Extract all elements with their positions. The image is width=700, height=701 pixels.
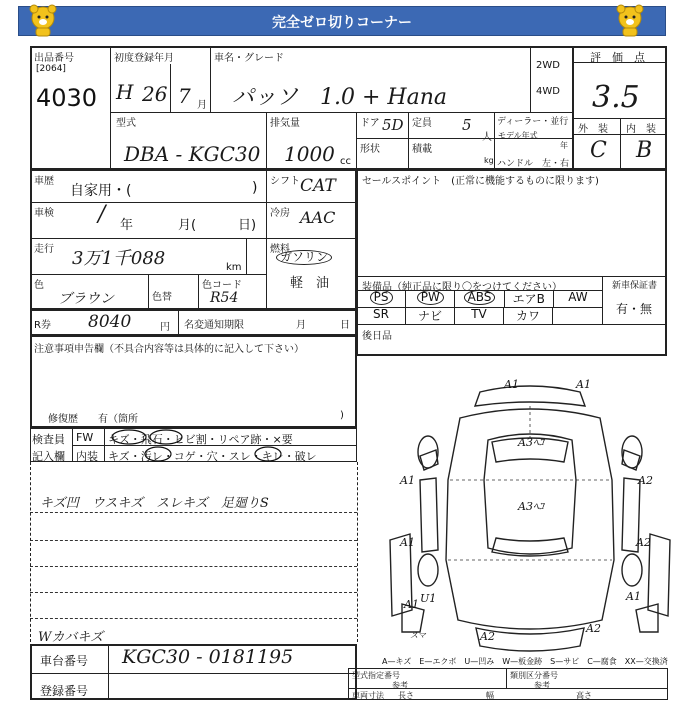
- bear-mascot-right-icon: [615, 3, 645, 37]
- footer-f3a: 参考: [392, 681, 408, 690]
- svg-text:A2: A2: [636, 536, 651, 549]
- first-reg-month: 7: [178, 84, 191, 108]
- warranty-label: 新車保証書: [612, 281, 658, 291]
- drive-2wd: 2WD: [536, 60, 560, 71]
- door-label: ドア: [360, 118, 380, 129]
- mileage-unit: km: [226, 262, 242, 273]
- first-reg-month-unit: 月: [197, 100, 207, 111]
- grade-int: B: [636, 138, 653, 163]
- equip-leather: カワ: [504, 307, 553, 324]
- bear-mascot-left-icon: [28, 3, 58, 37]
- notes-repair: 修復歴 有（箇所: [48, 414, 138, 425]
- color-label: 色: [34, 280, 44, 291]
- first-reg-year: 26: [142, 82, 168, 106]
- svg-text:A2: A2: [480, 630, 495, 643]
- remarks-int: 内装: [76, 450, 98, 463]
- svg-text:A1: A1: [404, 598, 419, 611]
- svg-text:A1: A1: [626, 590, 641, 603]
- color-code: R54: [210, 290, 239, 306]
- inspector-fw: FW: [76, 431, 94, 444]
- inspector-items: キズ・飛石・ヒビ割・リペア跡・×要: [108, 433, 293, 446]
- lot-label: 出品番号: [34, 53, 74, 64]
- chassis-value: KGC30 - 0181195: [122, 646, 294, 668]
- footer-f7: 高さ: [576, 691, 592, 700]
- name-change-month: 月: [296, 320, 306, 331]
- footer-f1: 型式指定番号: [352, 671, 400, 680]
- remarks-label: 記入欄: [32, 450, 65, 463]
- warranty-value: 有・無: [616, 302, 653, 316]
- sales-point-label: セールスポイント (正常に機能するものに限ります): [362, 176, 599, 187]
- equip-navi: ナビ: [406, 307, 455, 324]
- shape-label: 形状: [360, 144, 380, 155]
- equipment-row1: [357, 290, 602, 307]
- shift-label: シフト: [270, 176, 300, 187]
- ac-value: AAC: [300, 208, 336, 227]
- recycle-label: R券: [34, 320, 51, 331]
- dealer-label: ディーラー・並行: [497, 117, 569, 127]
- svg-text:A1: A1: [400, 536, 415, 549]
- load-label: 積載: [412, 144, 432, 155]
- usage-value: 自家用・(: [70, 183, 132, 199]
- grade-ext-label: 外 装: [578, 124, 608, 135]
- color-change-label: 色替: [152, 292, 172, 303]
- load-unit: kg: [484, 156, 494, 165]
- name-change-label: 名変通知期限: [184, 320, 244, 331]
- fuel-label: 燃料: [270, 244, 290, 255]
- handwritten-line2: Wカバキズ: [38, 630, 104, 645]
- inspection-day: 日): [238, 218, 257, 233]
- mileage-label: 走行: [34, 244, 54, 255]
- capacity-value: 5: [462, 116, 472, 134]
- displacement-unit: cc: [340, 156, 351, 167]
- shift-value: CAT: [300, 176, 336, 196]
- inspection-label: 車検: [34, 208, 54, 219]
- svg-text:U1: U1: [420, 592, 437, 605]
- lot-number: 4030: [36, 84, 98, 112]
- fuel-value: [276, 250, 332, 265]
- equip-airbag: エアB: [505, 290, 554, 307]
- notes-close: ): [340, 410, 344, 421]
- name-change-day: 日: [340, 320, 350, 331]
- chassis-label: 車台番号: [40, 654, 89, 668]
- recycle-value: 8040: [88, 312, 132, 332]
- car-diagram: [380, 370, 680, 660]
- equip-sr: SR: [357, 307, 406, 324]
- displacement-label: 排気量: [270, 118, 300, 129]
- handwritten-line1: キズ凹 ウスキズ スレキズ 足廻りS: [40, 496, 269, 511]
- equipment-row2: [357, 307, 553, 324]
- header-bar: [18, 6, 666, 36]
- handle-label: ハンドル 左・右: [497, 159, 570, 169]
- footer-f4: 車両寸法: [352, 691, 384, 700]
- drive-4wd: 4WD: [536, 86, 560, 97]
- inspector-label: 検査員: [32, 433, 65, 446]
- svg-text:A3ﾍｺ: A3ﾍｺ: [518, 500, 544, 513]
- diagram-legend: A—キズ E—エクボ U—凹み W—板金跡 S—サビ C—腐食 XX—交換済: [382, 657, 668, 666]
- footer-f6: 幅: [486, 691, 494, 700]
- first-reg-label: 初度登録年月: [114, 53, 174, 64]
- inspection-year: 年: [120, 218, 134, 233]
- inspection-month: 月(: [178, 218, 197, 233]
- footer-f5: 長さ: [398, 691, 414, 700]
- model-year-unit: 年: [560, 141, 568, 150]
- inspection-hw: /: [98, 202, 106, 227]
- svg-text:スマ: スマ: [410, 631, 426, 640]
- svg-text:A2: A2: [638, 474, 653, 487]
- svg-text:A1: A1: [576, 378, 591, 391]
- usage-label: 車歴: [34, 176, 54, 187]
- ac-label: 冷房: [270, 208, 290, 219]
- svg-text:A3ﾍｺ: A3ﾍｺ: [518, 436, 544, 449]
- svg-text:A1: A1: [504, 378, 519, 391]
- car-name-label: 車名・グレード: [214, 53, 284, 64]
- capacity-label: 定員: [412, 118, 432, 129]
- remarks-items: キズ・汚レ・コゲ・穴・スレ・キレ・破レ: [108, 450, 317, 463]
- color-value: ブラウン: [58, 291, 114, 307]
- model-year-label: モデル年式: [498, 131, 538, 140]
- footer-f3b: 参考: [534, 681, 550, 690]
- equipment-label: 装備品（純正品に限り〇をつけてください）: [362, 282, 562, 293]
- equip-aw: AW: [568, 290, 588, 304]
- equip-tv: TV: [455, 307, 504, 324]
- notes-label: 注意事項申告欄（不具合内容等は具体的に記入して下さい）: [34, 344, 304, 355]
- lot-sub: [2064]: [36, 64, 66, 74]
- color-code-label: 色コード: [202, 280, 242, 291]
- grade-int-label: 内 装: [626, 124, 656, 135]
- mid-right-block: [357, 170, 667, 356]
- grade-label: 評 価 点: [590, 51, 645, 64]
- inspector-circles: [104, 428, 357, 462]
- recycle-unit: 円: [160, 322, 170, 333]
- equip-pw: PW: [406, 290, 455, 307]
- grade-ext: C: [590, 138, 607, 163]
- door-value: 5D: [382, 116, 404, 134]
- fuel-alt: 軽 油: [290, 276, 330, 291]
- equip-ps: PS: [357, 290, 406, 307]
- displacement-value: 1000: [284, 142, 335, 166]
- mileage-value: 3万1千088: [72, 248, 166, 269]
- registration-label: 登録番号: [40, 684, 89, 698]
- model-label: 型式: [116, 118, 136, 129]
- model-value: DBA - KGC30: [124, 142, 261, 166]
- seats-label: 後日品: [362, 331, 392, 342]
- car-name-value: パッソ 1.0 + Hana: [232, 85, 447, 110]
- footer-f2: 類別区分番号: [510, 671, 558, 680]
- header-title: 完全ゼロ切りコーナー: [272, 15, 412, 31]
- first-reg-era: H: [116, 80, 134, 104]
- grade-score: 3.5: [592, 80, 640, 115]
- equip-abs: ABS: [455, 290, 504, 307]
- capacity-unit: 人: [482, 132, 492, 143]
- fuel-circle: ガソリン: [276, 250, 332, 265]
- svg-text:A2: A2: [586, 622, 601, 635]
- svg-text:A1: A1: [400, 474, 415, 487]
- usage-close: ): [252, 180, 258, 196]
